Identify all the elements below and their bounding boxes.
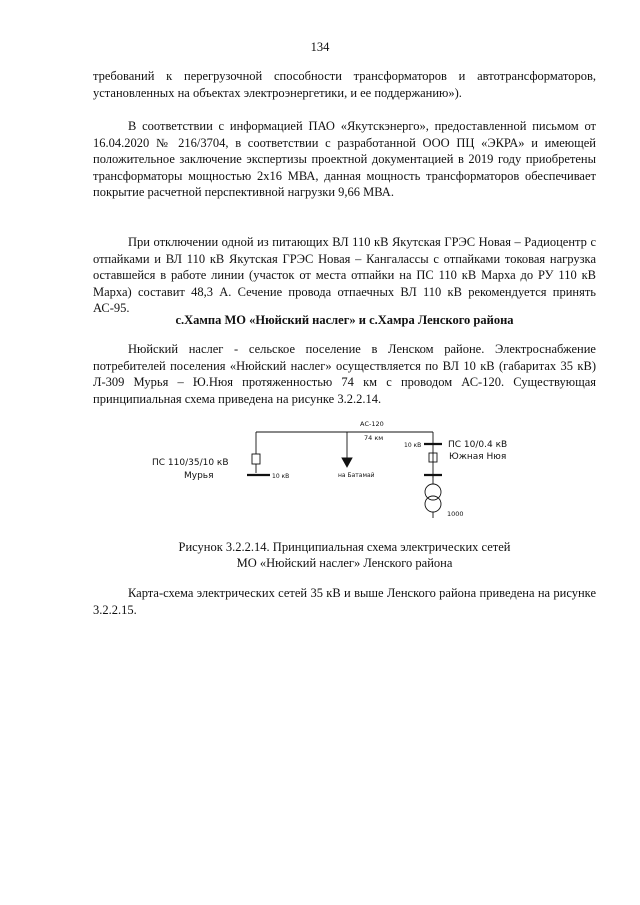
left-voltage-label: 10 кВ <box>272 473 290 480</box>
section-heading: с.Хампа МО «Нюйский наслег» и с.Хамра Ленского района <box>175 313 514 327</box>
left-substation-label-1: ПС 110/35/10 кВ <box>152 458 229 468</box>
schematic-svg <box>150 418 508 533</box>
left-switch-box <box>252 454 260 464</box>
paragraph-1 <box>93 68 596 101</box>
branch-label: на Батамай <box>338 472 375 479</box>
paragraph-5 <box>93 585 596 618</box>
page-number: 134 <box>310 40 330 54</box>
branch-arrow <box>342 458 352 467</box>
transformer-coil-bottom <box>425 496 441 512</box>
schematic-diagram <box>150 418 508 533</box>
caption-line-2: МО «Нюйский наслег» Ленского района <box>236 556 453 570</box>
paragraph-4 <box>93 341 596 407</box>
caption-line-1: Рисунок 3.2.2.14. Принципиальная схема электрических сетей <box>178 540 511 554</box>
transformer-rating: 1000 <box>447 510 464 518</box>
paragraph-1-text: требований к перегрузочной способности трансформаторов и автотрансформаторов, установленных на объектах электроэнергетики, и ее поддержанию»). <box>93 69 596 100</box>
line-wire-label: АС-120 <box>360 420 384 428</box>
paragraph-5-text: Карта-схема электрических сетей 35 кВ и выше Ленского района приведена на рисунке 3.2.2.15. <box>93 586 596 617</box>
paragraph-4-text: Нюйский наслег - сельское поселение в Ленском районе. Электроснабжение потребителей поселения «Нюйский наслег» осуществляется по ВЛ 10 кВ (габаритах 35 кВ) Л-309 Мурья – Ю.Нюя протяженностью 74 км с проводом АС-120. Существующая принципиальная схема приведена на рисунке 3.2.2.14. <box>93 342 596 406</box>
figure-caption <box>93 539 596 571</box>
transformer-coil-top <box>425 484 441 500</box>
right-substation-label-1: ПС 10/0.4 кВ <box>448 440 508 450</box>
paragraph-2 <box>93 118 596 201</box>
line-length-label: 74 км <box>364 434 384 442</box>
left-substation-label-2: Мурья <box>184 471 214 481</box>
paragraph-3-text: При отключении одной из питающих ВЛ 110 кВ Якутская ГРЭС Новая – Радиоцентр с отпайками и ВЛ 110 кВ Якутская ГРЭС Новая – Кангалассы с отпайками токовая нагрузка оставшейся в работе линии (участок от места отпайки на ПС 110 кВ Марха до РУ 110 кВ Марха) составит 48,3 А. Сечение провода отпаечных ВЛ 110 кВ рекомендуется принять АС-95. <box>93 235 596 315</box>
right-voltage-label: 10 кВ <box>404 442 422 449</box>
paragraph-2-text: В соответствии с информацией ПАО «Якутскэнерго», предоставленной письмом от 16.04.2020 № 216/3704, в соответствии с разработанной ООО ПЦ «ЭКРА» и имеющей положительное заключение экспертизы проектной документацией в 2019 году приобретены трансформаторы мощностью 2х16 МВА, данная мощность трансформаторов обеспечивает покрытие расчетной перспективной нагрузки 9,66 МВА. <box>93 119 596 199</box>
right-substation-label-2: Южная Нюя <box>449 452 507 462</box>
paragraph-3 <box>93 234 596 317</box>
